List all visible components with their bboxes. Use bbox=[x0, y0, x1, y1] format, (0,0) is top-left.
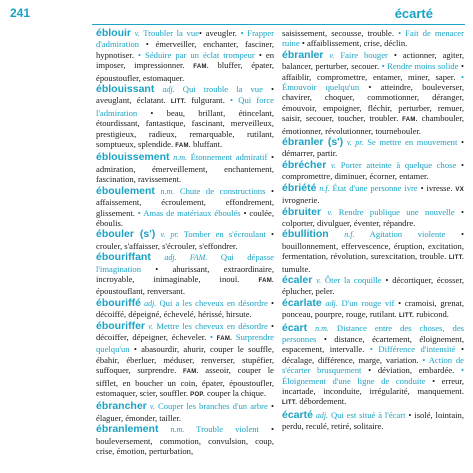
definition: D'un rouge vif bbox=[341, 297, 395, 308]
definition: Faire bouger bbox=[340, 49, 388, 60]
sense-bullet: • bbox=[381, 61, 385, 72]
right-column bbox=[282, 28, 464, 433]
usage-label: LITT. bbox=[448, 255, 464, 262]
synonyms: • décoiffer, dépeigner, écheveler. bbox=[96, 320, 274, 342]
definition: Agitation violente bbox=[369, 229, 446, 240]
grammar-label: n.m. bbox=[315, 323, 329, 333]
synonyms: asseoir, couper le sifflet, en boucher un coin, épater, époustoufler, estomaquer, scier, souffler. bbox=[96, 365, 274, 398]
headword: ébouler (s') bbox=[96, 228, 156, 241]
synonyms: • ahurissant, extraordinaire, incroyable, inimaginable, inouï. bbox=[96, 263, 274, 284]
synonyms: • élaguer, émonder, tailler. bbox=[96, 401, 274, 423]
synonyms: rubicond. bbox=[414, 309, 449, 320]
definition: Différence d'intensité bbox=[372, 344, 456, 355]
headword: éblouir bbox=[96, 27, 132, 39]
headword: écarlate bbox=[282, 296, 322, 309]
page-number: 241 bbox=[10, 6, 31, 20]
synonyms: • distance, écartement, éloignement, espacement, intervalle. bbox=[282, 333, 464, 355]
synonyms: • décoiffé, dépeigné, échevelé, hérissé, hirsute. bbox=[96, 297, 274, 320]
grammar-label: adj. bbox=[144, 298, 157, 308]
sense-bullet: • bbox=[230, 95, 234, 106]
synonyms: couper la chique. bbox=[204, 388, 266, 398]
dictionary-entry bbox=[282, 410, 464, 432]
synonyms: • bouleversement, commotion, convulsion, coup, crise, émotion, perturbation, bbox=[96, 424, 274, 457]
grammar-label: n.m. bbox=[170, 425, 185, 435]
usage-label: POP. bbox=[190, 392, 205, 398]
synonyms: • démarrer, partir. bbox=[282, 137, 464, 159]
synonyms: • isolé, lointain, perdu, reculé, retiré, solitaire. bbox=[282, 409, 464, 432]
definition: État d'une personne ivre bbox=[332, 182, 418, 193]
sense-bullet: • bbox=[240, 28, 244, 38]
synonyms: • aveuglant, éclatant. bbox=[96, 84, 274, 106]
synonyms: saisissement, secousse, trouble. bbox=[282, 28, 399, 38]
left-column bbox=[96, 28, 274, 457]
dictionary-entry bbox=[96, 252, 274, 297]
synonyms: • coulée, éboulis. bbox=[96, 207, 274, 228]
synonyms: • abasourdir, ahurir, couper le souffle, ébahir, éberluer, méduser, renverser, stupéfier, suffoquer, surprendre. bbox=[96, 344, 274, 376]
definition: Séduire par un éclat trompeur bbox=[141, 49, 255, 60]
headword: éblouissement bbox=[96, 151, 170, 164]
usage-label: LITT. bbox=[398, 313, 415, 320]
synonyms: • admiration, émerveillement, enchantement, fascination, ravissement. bbox=[96, 152, 274, 185]
headword: ébrancher bbox=[96, 400, 147, 413]
dictionary-entry bbox=[96, 186, 274, 229]
sense-bullet: • bbox=[460, 365, 464, 376]
sense-bullet: • bbox=[422, 354, 426, 365]
synonyms: • crouler, s'affaisser, s'écrouler, s'effondrer. bbox=[96, 229, 274, 251]
definition: Qui force l'admiration bbox=[96, 95, 274, 118]
grammar-label: v. bbox=[148, 321, 154, 331]
synonyms: • ivresse. bbox=[417, 182, 456, 193]
synonyms: • affaissement, écroulement, effondrement, glissement. bbox=[96, 185, 274, 218]
headword: ébranlement bbox=[96, 423, 159, 436]
synonyms: chambouler, émotionner, révolutionner, tournebouler. bbox=[282, 113, 464, 136]
grammar-label: n.m. bbox=[173, 153, 187, 163]
usage-label: FAM. bbox=[182, 369, 199, 376]
headword: ébranler (s') bbox=[282, 136, 344, 149]
dictionary-entry bbox=[282, 137, 464, 159]
grammar-label: v. bbox=[327, 207, 333, 217]
headword: ébranler bbox=[282, 48, 324, 61]
synonyms: tumulte. bbox=[282, 263, 311, 274]
synonyms: • décortiquer, écosser, éplucher, peler. bbox=[282, 274, 464, 297]
definition: Mettre les cheveux en désordre bbox=[156, 320, 268, 331]
synonyms: • affaiblir, compromettre, entamer, miner, saper. bbox=[282, 61, 464, 82]
synonyms: fulgurant. bbox=[186, 95, 231, 106]
synonyms: • compromettre, diminuer, écorner, entamer. bbox=[282, 159, 464, 182]
dictionary-entry bbox=[96, 84, 274, 151]
sense-bullet: • bbox=[369, 344, 373, 355]
dictionary-entry bbox=[96, 152, 274, 184]
definition: Qui trouble la vue bbox=[182, 84, 263, 95]
synonyms: ivrognerie. bbox=[282, 195, 320, 206]
usage-label: FAM. bbox=[402, 117, 418, 124]
headword: ébullition bbox=[282, 228, 329, 241]
definition: Action de s'écarter brusquement bbox=[282, 354, 464, 376]
definition: Émouvoir quelqu'un bbox=[282, 82, 360, 93]
grammar-label: n.f. bbox=[344, 230, 355, 240]
sense-bullet: • bbox=[138, 49, 142, 60]
definition: Éloignement d'une ligne de conduite bbox=[282, 375, 426, 386]
headword: éboulement bbox=[96, 184, 155, 197]
dictionary-entry bbox=[96, 229, 274, 251]
definition: Trouble violent bbox=[196, 424, 259, 435]
dictionary-entry bbox=[282, 229, 464, 274]
synonyms: bluffant. bbox=[190, 139, 223, 150]
definition: Surprendre quelqu'un bbox=[96, 331, 274, 355]
definition: Fait de menacer ruine bbox=[282, 28, 464, 49]
dictionary-entry bbox=[282, 28, 464, 49]
synonyms: • beau, brillant, étincelant, étourdissant, fantastique, fascinant, merveilleux, prestigieux, radieux, remarquable, rutilant, somptueux, splendide. bbox=[96, 107, 274, 150]
usage-label: FAM. bbox=[175, 143, 191, 150]
sense-bullet: • bbox=[398, 28, 402, 38]
dictionary-entry bbox=[96, 321, 274, 401]
definition: Frapper d'admiration bbox=[96, 28, 275, 50]
grammar-label: adj. FAM. bbox=[164, 253, 208, 263]
headword: ébruiter bbox=[282, 205, 322, 218]
synonyms: débordement. bbox=[297, 396, 347, 407]
grammar-label: v. bbox=[331, 160, 337, 170]
definition: Porter atteinte à quelque chose bbox=[340, 159, 457, 170]
synonyms: • cramoisi, grenat, ponceau, pourpre, rouge, rutilant. bbox=[282, 297, 464, 320]
grammar-label: v. bbox=[134, 29, 140, 38]
grammar-label: v. pr. bbox=[346, 138, 364, 148]
synonyms: • colporter, divulguer, éventer, répandre. bbox=[282, 206, 464, 228]
synonyms: • bouillonnement, effervescence, éruption, excitation, fermentation, révolution, surexcitation, trouble. bbox=[282, 229, 464, 262]
usage-label: LITT. bbox=[282, 400, 298, 407]
synonyms: • atteindre, bouleverser, chavirer, choquer, commotionner, déranger, émouvoir, empoigner, fléchir, perturber, remuer, saisir, secouer, toucher, troubler. bbox=[282, 82, 464, 124]
usage-label: LITT. bbox=[170, 99, 186, 106]
definition: Qui a les cheveux en désordre bbox=[159, 297, 268, 308]
definition: Étonnement admiratif bbox=[190, 152, 268, 163]
headword: ébrécher bbox=[282, 158, 327, 171]
definition: Se mettre en mouvement bbox=[367, 137, 458, 148]
grammar-label: v. pr. bbox=[160, 230, 179, 240]
dictionary-entry bbox=[282, 298, 464, 322]
headword: éblouissant bbox=[96, 83, 155, 96]
usage-label: FAM. bbox=[258, 277, 274, 284]
grammar-label: adj. bbox=[315, 410, 329, 420]
definition: Qui dépasse l'imagination bbox=[96, 252, 274, 274]
synonyms: • affaiblissement, crise, déclin. bbox=[299, 38, 408, 49]
sense-bullet: • bbox=[137, 207, 141, 218]
synonyms: • en imposer, impressionner. bbox=[96, 49, 274, 71]
grammar-label: n.m. bbox=[160, 186, 175, 196]
dictionary-entry bbox=[282, 160, 464, 182]
sense-bullet: • bbox=[210, 331, 214, 342]
synonyms: • actionner, agiter, balancer, perturber, secouer. bbox=[282, 49, 464, 72]
synonyms: • déviation, embardée. bbox=[361, 365, 461, 376]
definition: Chute de constructions bbox=[179, 185, 266, 196]
grammar-label: v. bbox=[329, 50, 335, 60]
grammar-label: n.f. bbox=[319, 183, 330, 193]
headword: ébouriffé bbox=[96, 296, 141, 309]
definition: Qui est situé à l'écart bbox=[330, 409, 406, 420]
sense-bullet: • bbox=[460, 71, 464, 82]
headword: ébriété bbox=[282, 181, 317, 194]
headword: écaler bbox=[282, 273, 313, 286]
headword: ébouriffer bbox=[96, 319, 146, 332]
synonyms: • émerveiller, enchanter, fasciner, hypnotiser. bbox=[96, 39, 274, 60]
dictionary-entry bbox=[96, 401, 274, 423]
usage-label: FAM. bbox=[213, 335, 233, 342]
definition: Tomber en s'écroulant bbox=[183, 229, 266, 240]
definition: Distance entre des choses, des personnes bbox=[282, 322, 464, 344]
synonyms: • décalage, différence, marge, variation. bbox=[282, 344, 464, 365]
header-rule bbox=[92, 24, 465, 25]
synonyms: bluffer, épater, époustoufler, estomaquer. bbox=[96, 60, 275, 83]
dictionary-entry bbox=[282, 207, 464, 229]
dictionary-entry bbox=[96, 298, 274, 320]
dictionary-entry bbox=[282, 323, 464, 409]
definition: Couper les branches d'un arbre bbox=[157, 401, 268, 412]
running-head: écarté bbox=[394, 6, 433, 21]
dictionary-entry bbox=[282, 183, 464, 206]
usage-label: VX bbox=[455, 186, 465, 193]
usage-label: FAM. bbox=[193, 64, 209, 71]
headword: écarté bbox=[282, 408, 313, 421]
definition: Ôter la coquille bbox=[324, 274, 382, 285]
synonyms: • aveugler. bbox=[198, 28, 241, 38]
synonyms: • erreur, incartade, inconduite, irrégularité, manquement. bbox=[282, 375, 464, 396]
definition: Amas de matériaux éboulés bbox=[140, 207, 241, 218]
headword: ébouriffant bbox=[96, 251, 151, 264]
dictionary-entry bbox=[96, 28, 274, 83]
grammar-label: adj. bbox=[325, 298, 338, 308]
definition: Troubler la vue bbox=[143, 28, 199, 38]
synonyms: époustouflant, renversant. bbox=[96, 286, 186, 297]
grammar-label: adj. bbox=[162, 85, 175, 95]
grammar-label: v. bbox=[316, 275, 322, 285]
definition: Rendre moins solide bbox=[384, 61, 459, 72]
headword: écart bbox=[282, 321, 308, 334]
grammar-label: v. bbox=[149, 402, 155, 412]
definition: Rendre publique une nouvelle bbox=[338, 206, 455, 217]
dictionary-entry bbox=[96, 424, 274, 456]
dictionary-entry bbox=[282, 50, 464, 136]
dictionary-entry bbox=[282, 275, 464, 297]
